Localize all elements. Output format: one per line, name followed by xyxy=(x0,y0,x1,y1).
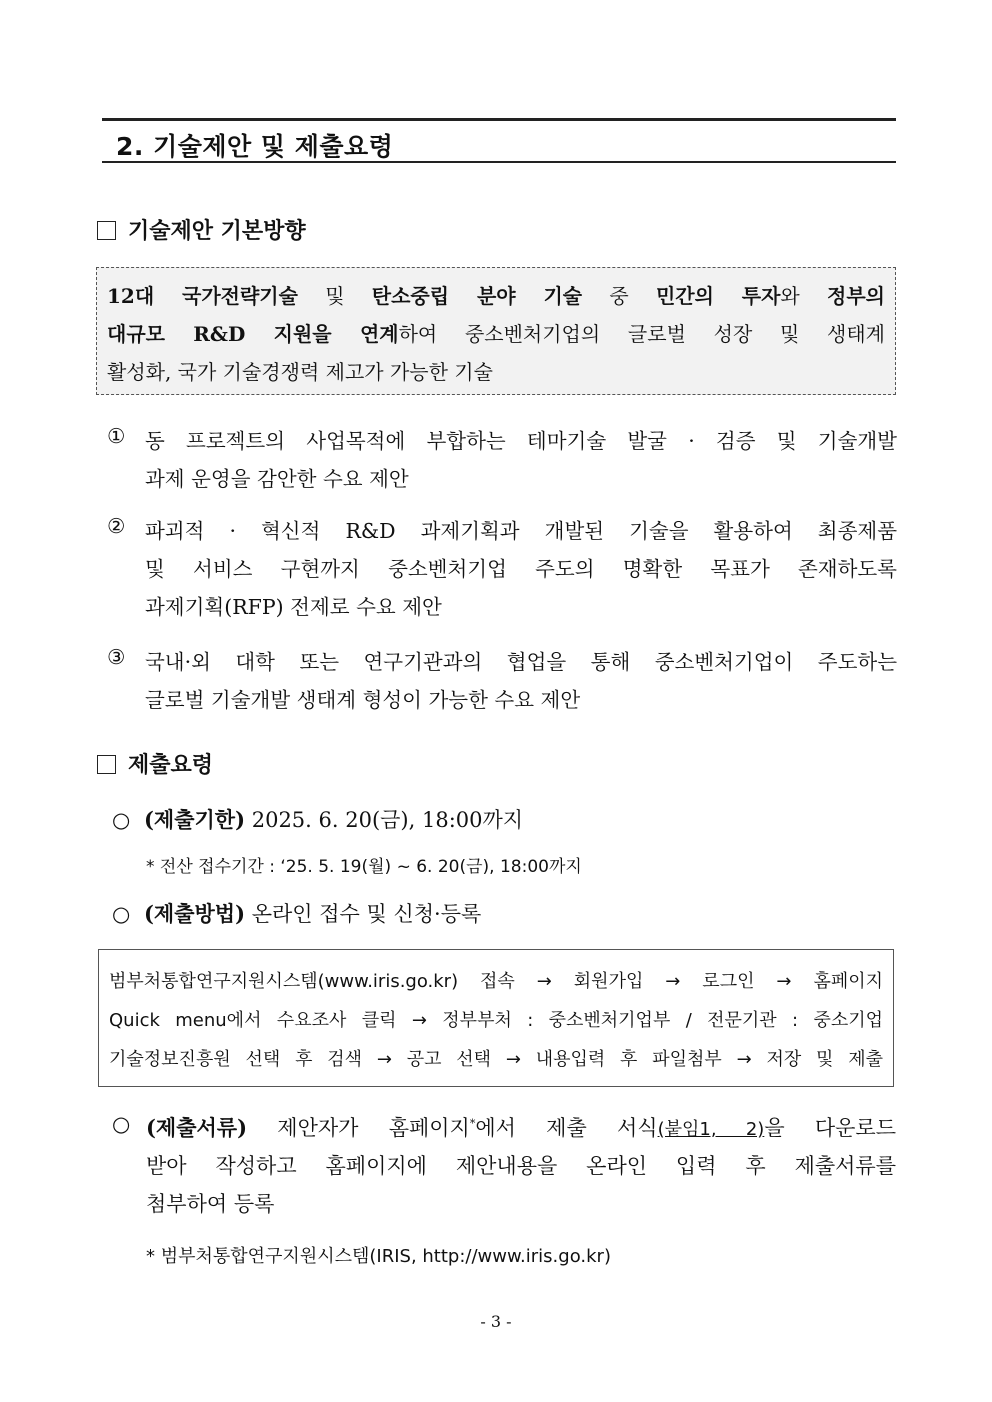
page-number: - 3 - xyxy=(480,1312,512,1331)
box-line-1 xyxy=(107,280,885,309)
docs-line-3: 첨부하여 등록 xyxy=(146,1192,275,1216)
item-number: ③ xyxy=(107,645,126,669)
section-title-bar xyxy=(102,118,896,163)
basic-heading: 기술제안 기본방향 xyxy=(128,218,306,244)
deadline-note: * 전산 접수기간 : ‘25. 5. 19(월) ~ 6. 20(금), 18:00까지 xyxy=(146,857,582,877)
attachment-reference: (붙임1, 2) xyxy=(657,1119,765,1140)
circle-bullet-icon: ○ xyxy=(112,1112,131,1136)
checkbox-square-icon xyxy=(97,221,116,240)
method-box-line: Quick menu에서 수요조사 클릭 → 정부부처 : 중소벤처기업부 / 전문기관 : 중소기업 xyxy=(109,1010,883,1031)
item-line: 국내·외 대학 또는 연구기관과의 협업을 통해 중소벤처기업이 주도하는 xyxy=(145,650,897,674)
docs-text-c: 을 다운로드 xyxy=(764,1116,896,1140)
checkbox-square-icon xyxy=(97,755,116,774)
deadline-label: (제출기한) xyxy=(144,807,246,832)
item-number: ② xyxy=(107,514,126,538)
bold-strategic-tech: 12대 국가전략기술 xyxy=(107,284,298,308)
item-line: 글로벌 기술개발 생태계 형성이 가능한 수요 제안 xyxy=(145,688,581,712)
text-among: 중 xyxy=(582,284,656,308)
method-label: (제출방법) xyxy=(144,901,246,926)
item-line: 동 프로젝트의 사업목적에 부합하는 테마기술 발굴 · 검증 및 기술개발 xyxy=(145,429,897,453)
section-title: 2. 기술제안 및 제출요령 xyxy=(116,132,394,161)
item-line: 및 서비스 구현까지 중소벤처기업 주도의 명확한 목표가 존재하도록 xyxy=(145,557,897,581)
item-line: 파괴적 · 혁신적 R&D 과제기획과 개발된 기술을 활용하여 최종제품 xyxy=(145,519,897,543)
method-row xyxy=(112,898,481,928)
text-and: 및 xyxy=(297,284,372,308)
deadline-value: 2025. 6. 20(금), 18:00까지 xyxy=(251,808,524,832)
docs-note: * 범부처통합연구지원시스템(IRIS, http://www.iris.go.kr) xyxy=(146,1246,611,1267)
submission-heading-row xyxy=(97,748,213,779)
bold-government: 정부의 xyxy=(827,284,885,308)
method-box-line: 기술정보진흥원 선택 후 검색 → 공고 선택 → 내용입력 후 파일첨부 → 저장 및 제출 xyxy=(109,1049,883,1070)
circle-bullet-icon: ○ xyxy=(112,902,131,926)
method-box xyxy=(98,949,894,1087)
deadline-row xyxy=(112,804,523,834)
docs-row xyxy=(112,1112,144,1136)
text-with: 와 xyxy=(780,284,827,308)
box-line-3: 활성화, 국가 기술경쟁력 제고가 가능한 기술 xyxy=(107,360,493,384)
submission-heading: 제출요령 xyxy=(128,752,214,778)
method-box-line: 범부처통합연구지원시스템(www.iris.go.kr) 접속 → 회원가입 → 로그인 → 홈페이지 xyxy=(109,971,883,992)
docs-text-a: 제안자가 홈페이지 xyxy=(277,1116,470,1140)
docs-text-b: 에서 제출 서식 xyxy=(475,1116,658,1140)
text-sme-growth: 하여 중소벤처기업의 글로벌 성장 및 생태계 xyxy=(398,322,885,346)
item-number: ① xyxy=(107,424,126,448)
bold-rd-support: 대규모 R&D 지원을 연계 xyxy=(107,322,399,346)
footnote-mark: * xyxy=(469,1117,476,1130)
docs-label: (제출서류) xyxy=(146,1115,248,1140)
box-line-2 xyxy=(107,318,885,347)
bold-private-investment: 민간의 투자 xyxy=(655,284,781,308)
basic-heading-row xyxy=(97,214,306,245)
bold-carbon-tech: 탄소중립 분야 기술 xyxy=(371,284,583,308)
docs-line-1 xyxy=(146,1112,896,1142)
method-value: 온라인 접수 및 신청·등록 xyxy=(251,902,482,926)
docs-line-2: 받아 작성하고 홈페이지에 제안내용을 온라인 입력 후 제출서류를 xyxy=(146,1154,896,1178)
basic-direction-box xyxy=(96,267,896,395)
item-line: 과제기획(RFP) 전제로 수요 제안 xyxy=(145,595,442,619)
item-line: 과제 운영을 감안한 수요 제안 xyxy=(145,467,409,491)
circle-bullet-icon: ○ xyxy=(112,808,131,832)
